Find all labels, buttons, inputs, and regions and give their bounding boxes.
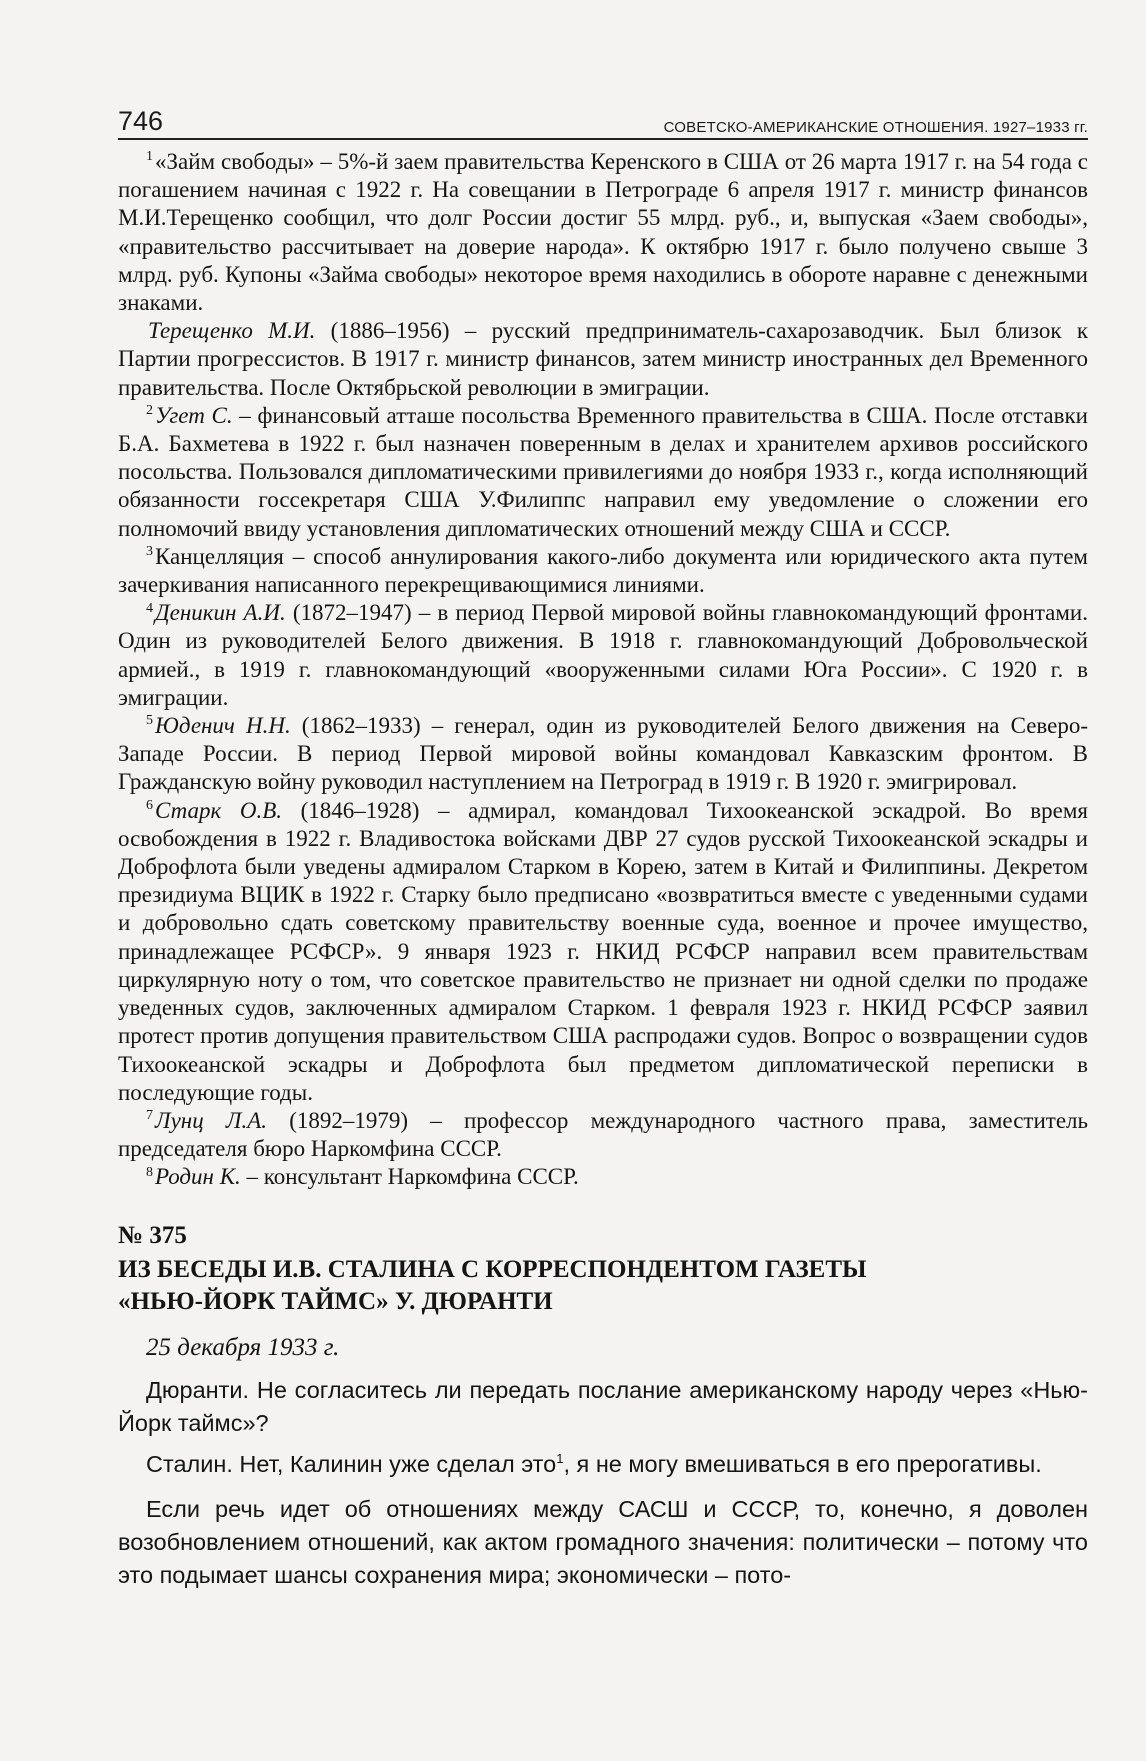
footnote-text: (1886–1956) – русский предприниматель-сахарозаводчик. Был близок к Партии прогрессистов. В 1917 г. министр финансов, затем министр иностранных дел Временного правительства. После Октябрьской революции в эмиграции. — [118, 318, 1089, 400]
footnote-text: – финансовый атташе посольства Временного правительства в США. После отставки Б.А. Бахметева в 1922 г. был назначен поверенным в делах и хранителем архивов российского посольства. Пользовался дипломатическими привилегиями до ноября 1933 г., когда исполняющий обязанности госсекретаря США У.Филиппс направил ему уведомление о сложении его полномочий ввиду установления дипломатических отношений между США и СССР. — [118, 402, 1088, 541]
footnote-number: 5 — [146, 713, 153, 729]
footnote-name: Лунц Л.А. — [155, 1107, 268, 1133]
footnote-name: Родин К. — [155, 1164, 241, 1190]
footnote-name: Терещенко М.И. — [148, 318, 316, 344]
footnote-text: Канцелляция – способ аннулирования какого-либо документа или юридического акта путем зачеркивания написанного перекрещивающимися линиями. — [118, 543, 1088, 598]
page-content — [118, 108, 1088, 1600]
paragraph-text: Сталин. Нет, Калинин уже сделал это — [146, 1450, 557, 1477]
footnote-number: 3 — [146, 544, 153, 560]
running-title: СОВЕТСКО-АМЕРИКАНСКИЕ ОТНОШЕНИЯ. 1927–1933 гг. — [663, 119, 1088, 136]
footnote-reference: 1 — [556, 1450, 564, 1466]
footnote-name: Юденич Н.Н. — [155, 713, 291, 739]
footnote-number: 7 — [146, 1108, 153, 1124]
paragraph-text: Дюранти. Не согласитесь ли передать послание американскому народу через «Нью-Йорк таймс»? — [118, 1376, 1088, 1436]
document-title-line-2: «НЬЮ-ЙОРК ТАЙМС» У. ДЮРАНТИ — [118, 1287, 553, 1315]
footnote-4 — [118, 599, 1088, 712]
running-header — [118, 108, 1088, 140]
paragraph-text: Если речь идет об отношениях между САСШ и СССР, то, конечно, я доволен возобновлением отношений, как актом громадного значения: политически – потому что это подымает шансы сохранения мира; экономически – пото- — [118, 1495, 1088, 1588]
footnote-6 — [118, 797, 1088, 1107]
footnote-number: 4 — [146, 600, 153, 616]
footnote-3 — [118, 543, 1088, 599]
document-title-line-1: ИЗ БЕСЕДЫ И.В. СТАЛИНА С КОРРЕСПОНДЕНТОМ ГАЗЕТЫ — [118, 1255, 867, 1283]
body-paragraph-3 — [118, 1493, 1088, 1592]
footnote-number: 8 — [146, 1164, 153, 1180]
footnote-number: 6 — [146, 798, 153, 814]
footnote-2 — [118, 402, 1088, 543]
footnote-1 — [118, 148, 1088, 317]
footnote-7 — [118, 1107, 1088, 1163]
footnote-name: Угет С. — [155, 402, 233, 428]
document-heading — [118, 1220, 1088, 1318]
page-number: 746 — [118, 106, 164, 136]
footnote-name: Деникин А.И. — [155, 600, 286, 626]
paragraph-text-continued: , я не могу вмешиваться в его прерогативы. — [563, 1450, 1042, 1477]
footnote-5 — [118, 712, 1088, 797]
footnote-number: 2 — [146, 403, 153, 419]
footnote-text: «Займ свободы» – 5%-й заем правительства Керенского в США от 26 марта 1917 г. на 54 года с погашением начиная с 1922 г. На совещании в Петрограде 6 апреля 1917 г. министр финансов М.И.Терещенко сообщил, что долг России достиг 55 млрд. руб., и, выпуская «Заем свободы», «правительство рассчитывает на доверие народа». К октябрю 1917 г. было получено свыше 3 млрд. руб. Купоны «Займа свободы» некоторое время находились в обороте наравне с денежными знаками. — [118, 149, 1088, 316]
document-date: 25 декабря 1933 г. — [146, 1333, 340, 1361]
footnote-text: (1872–1947) – в период Первой мировой войны главнокомандующий фронтами. Один из руководителей Белого движения. В 1918 г. главнокомандующий Добровольческой армией., в 1919 г. главнокомандующий «вооруженными силами Юга России». С 1920 г. в эмиграции. — [118, 600, 1088, 710]
body-paragraph-2 — [118, 1448, 1088, 1481]
document-body — [118, 1374, 1088, 1592]
footnote-text: (1862–1933) – генерал, один из руководителей Белого движения на Северо-Западе России. В период Первой мировой войны командовал Кавказским фронтом. В Гражданскую войну руководил наступлением на Петроград в 1919 г. В 1920 г. эмигрировал. — [118, 713, 1088, 795]
footnote-text: – консультант Наркомфина СССР. — [240, 1164, 579, 1190]
document-number: № 375 — [118, 1221, 187, 1249]
footnotes — [118, 148, 1088, 1192]
footnote-text: (1846–1928) – адмирал, командовал Тихоокеанской эскадрой. Во время освобождения в 1922 г. Владивостока войсками ДВР 27 судов русской Тихоокеанской эскадры и Доброфлота были уведены адмиралом Старком в Корею, затем в Китай и Филиппины. Декретом президиума ВЦИК в 1922 г. Старку было предписано «возвратиться вместе с уведенными судами и добровольно сдать советскому правительству военные суда, военное и прочее имущество, принадлежащее РСФСР». 9 января 1923 г. НКИД РСФСР направил всем правительствам циркулярную ноту о том, что советское правительство не признает ни одной сделки по продаже уведенных судов, заключенных адмиралом Старком. 1 февраля 1923 г. НКИД РСФСР заявил протест против допущения правительством США распродажи судов. Вопрос о возвращении судов Тихоокеанской эскадры и Доброфлота был предметом дипломатической переписки в последующие годы. — [118, 797, 1088, 1105]
footnote-text: (1892–1979) – профессор международного частного права, заместитель председателя бюро Наркомфина СССР. — [118, 1107, 1088, 1162]
footnote-name: Старк О.В. — [155, 797, 283, 823]
footnote-number: 1 — [146, 149, 153, 165]
footnote-tereshchenko — [118, 317, 1088, 402]
footnote-8 — [118, 1163, 1088, 1191]
body-paragraph-1 — [118, 1374, 1088, 1440]
